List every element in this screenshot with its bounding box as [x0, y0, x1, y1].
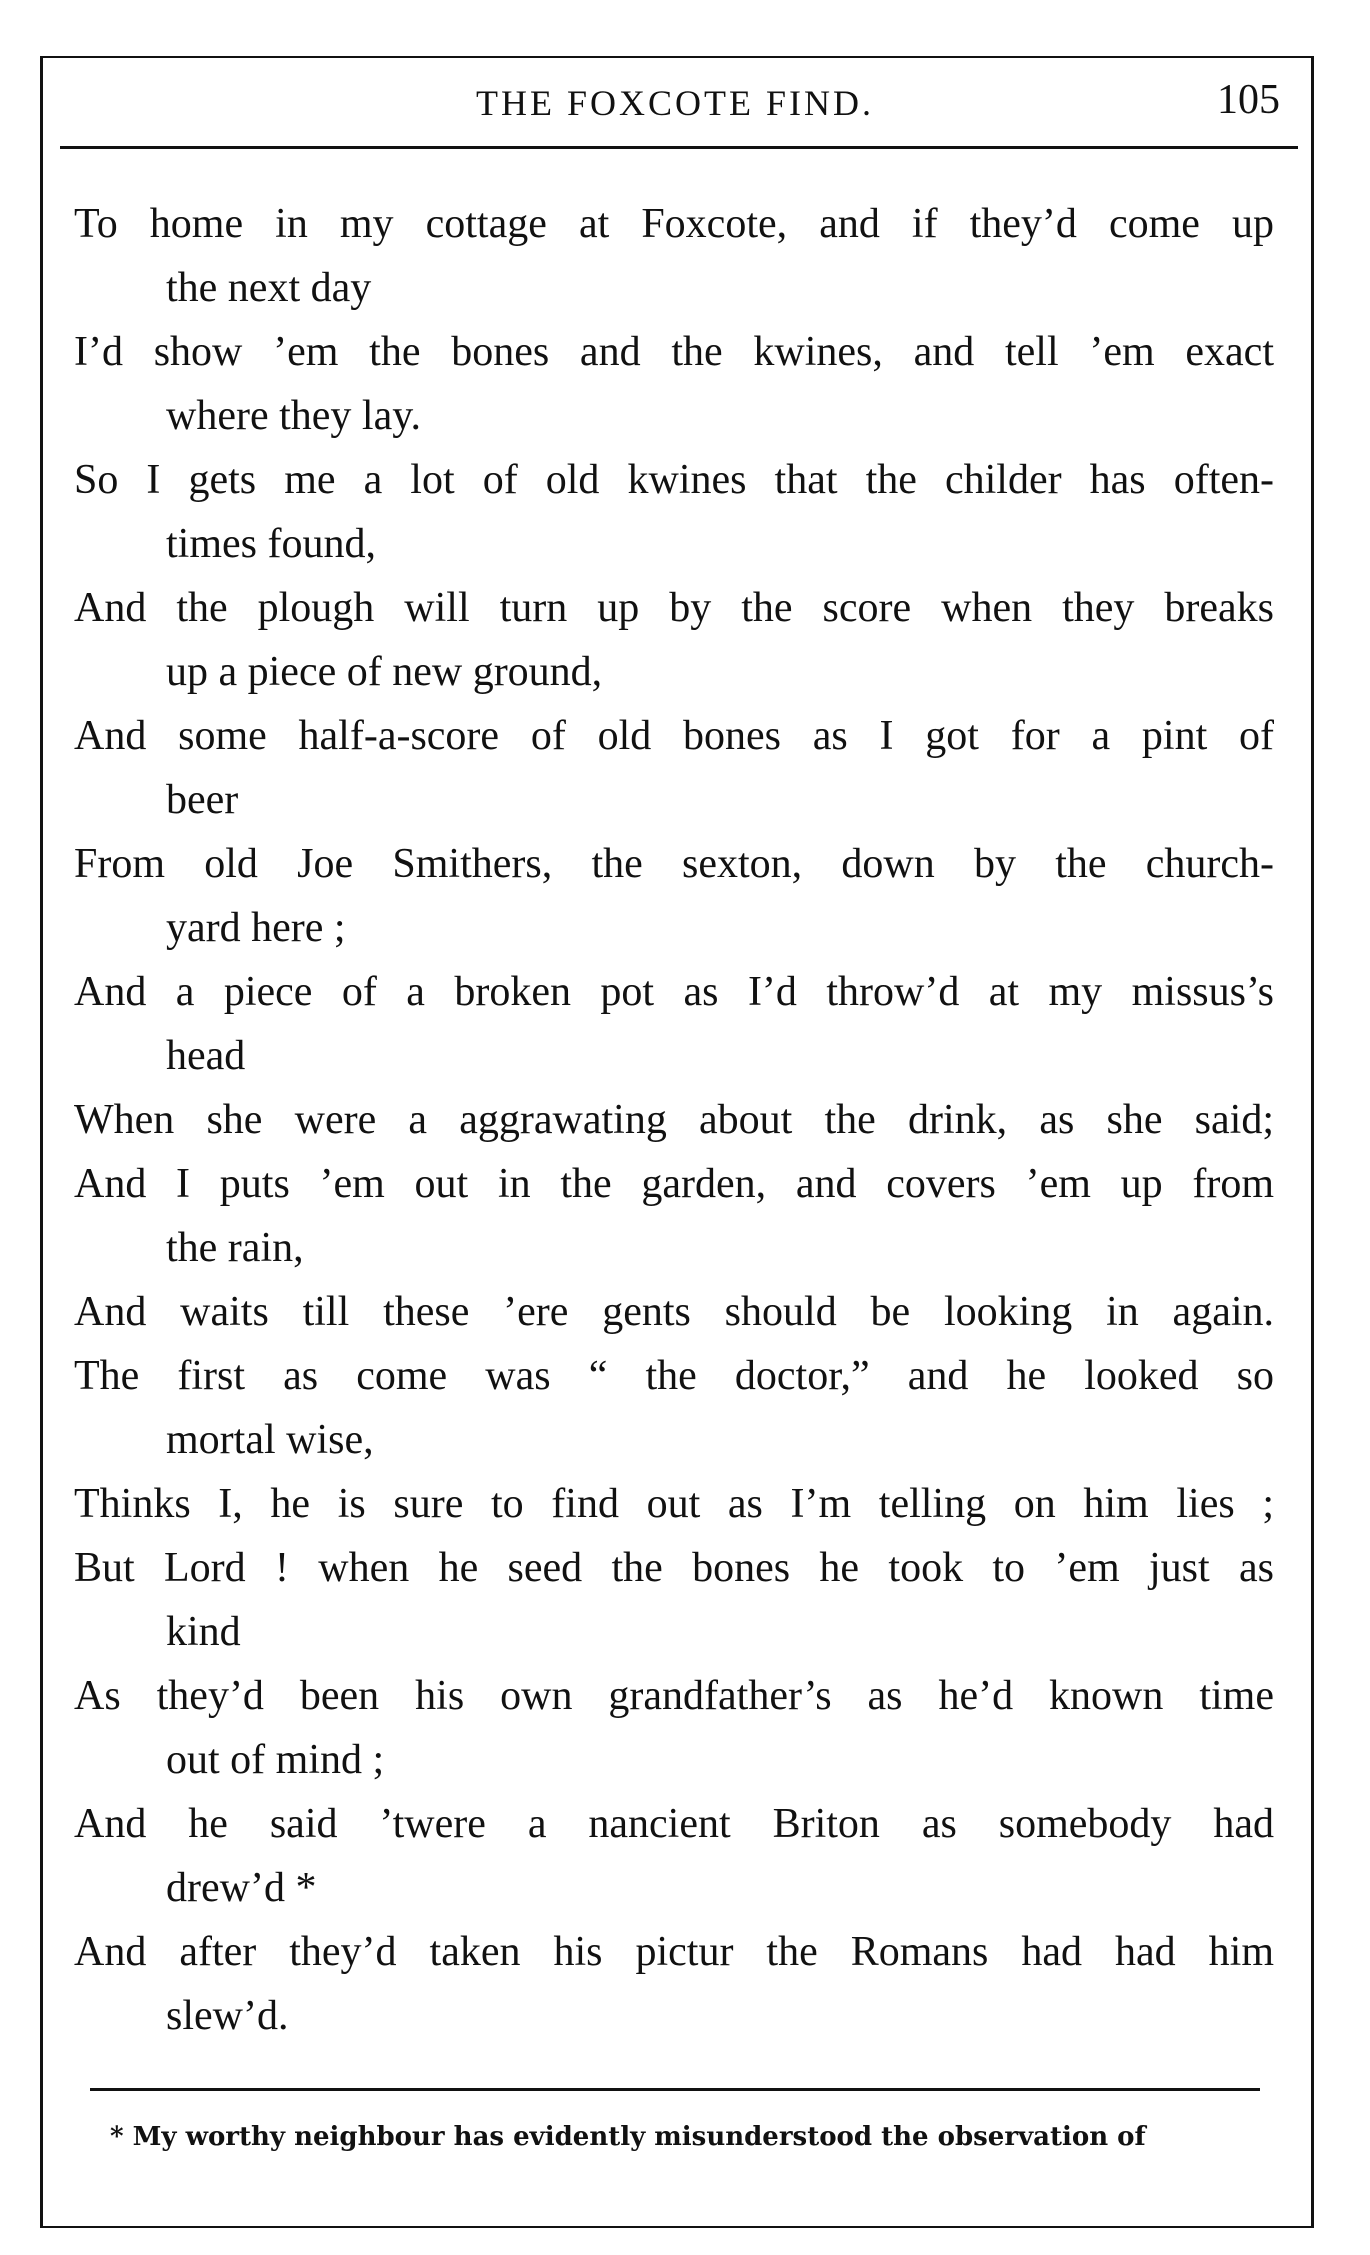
- poem-line: To home in my cottage at Foxcote, and if they’d come up: [74, 201, 1274, 247]
- poem-line-continuation: the next day: [166, 265, 372, 311]
- poem-line-continuation: the rain,: [166, 1225, 304, 1271]
- poem-body: [74, 192, 1274, 2048]
- poem-line: And the plough will turn up by the score when they breaks: [74, 585, 1274, 631]
- running-header: [60, 72, 1290, 146]
- footnote: * My worthy neighbour has evidently misunderstood the observation of: [110, 2122, 1146, 2152]
- poem-line: And I puts ’em out in the garden, and covers ’em up from: [74, 1161, 1274, 1207]
- poem-line-continuation: kind: [166, 1609, 241, 1655]
- poem-line: And after they’d taken his pictur the Romans had had him: [74, 1929, 1274, 1975]
- poem-line-continuation: yard here ;: [166, 905, 346, 951]
- poem-line-continuation: head: [166, 1033, 246, 1079]
- poem-line: As they’d been his own grandfather’s as he’d known time: [74, 1673, 1274, 1719]
- poem-line-continuation: where they lay.: [166, 393, 421, 439]
- poem-line: I’d show ’em the bones and the kwines, and tell ’em exact: [74, 329, 1274, 375]
- poem-line: But Lord ! when he seed the bones he took to ’em just as: [74, 1545, 1274, 1591]
- poem-line: From old Joe Smithers, the sexton, down by the church-: [74, 841, 1274, 887]
- poem-line: So I gets me a lot of old kwines that the childer has often-: [74, 457, 1274, 503]
- running-title: THE FOXCOTE FIND.: [476, 83, 874, 123]
- poem-line-continuation: times found,: [166, 521, 376, 567]
- poem-line: When she were a aggrawating about the drink, as she said;: [74, 1097, 1274, 1143]
- poem-line: The first as come was “ the doctor,” and he looked so: [74, 1353, 1274, 1399]
- footnote-rule: [90, 2088, 1260, 2091]
- poem-line-continuation: slew’d.: [166, 1993, 289, 2039]
- poem-line: Thinks I, he is sure to find out as I’m telling on him lies ;: [74, 1481, 1274, 1527]
- poem-line: And some half-a-score of old bones as I got for a pint of: [74, 713, 1274, 759]
- poem-line: And a piece of a broken pot as I’d throw’d at my missus’s: [74, 969, 1274, 1015]
- poem-line-continuation: beer: [166, 777, 239, 823]
- header-rule: [60, 146, 1298, 149]
- poem-line-continuation: out of mind ;: [166, 1737, 385, 1783]
- poem-line: And waits till these ’ere gents should be looking in again.: [74, 1289, 1274, 1335]
- poem-line: And he said ’twere a nancient Briton as somebody had: [74, 1801, 1274, 1847]
- poem-line-continuation: mortal wise,: [166, 1417, 374, 1463]
- page-number: 105: [1217, 77, 1280, 123]
- poem-line-continuation: drew’d *: [166, 1865, 317, 1911]
- poem-line-continuation: up a piece of new ground,: [166, 649, 603, 695]
